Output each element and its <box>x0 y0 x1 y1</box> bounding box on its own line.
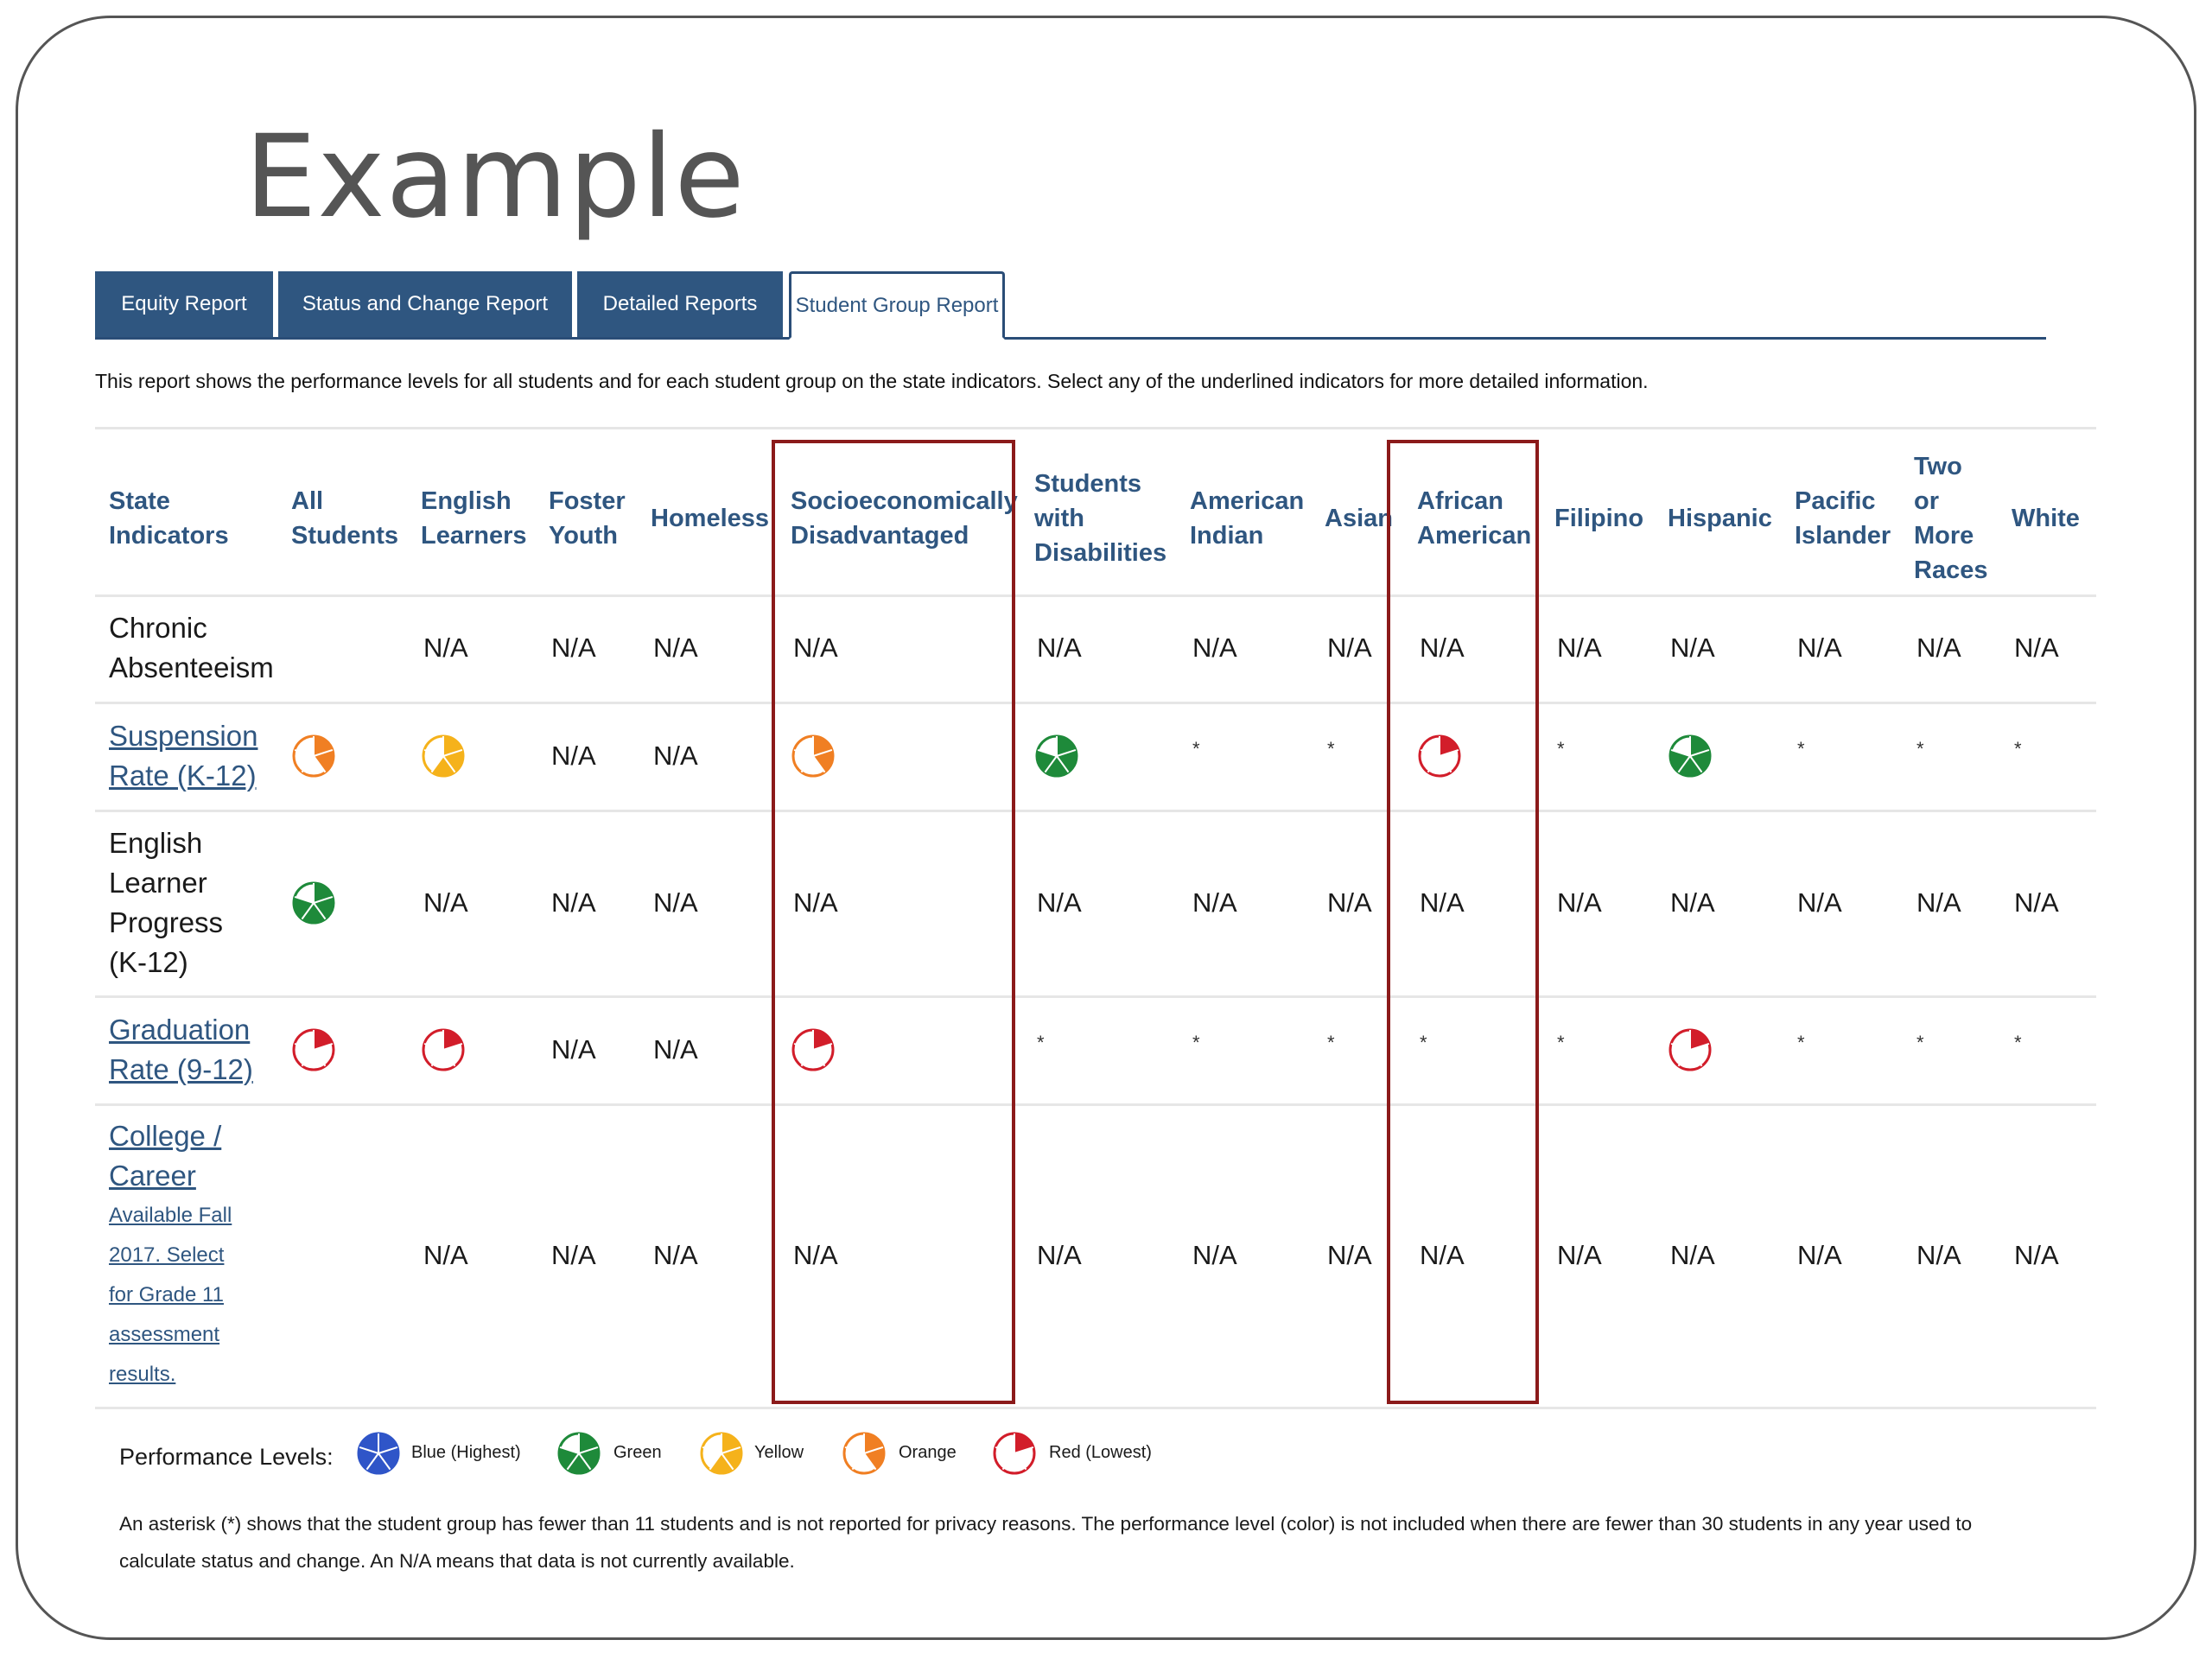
orange-performance-icon <box>291 734 336 779</box>
assessment-results-link[interactable]: Available Fall <box>109 1203 232 1227</box>
red-performance-icon <box>421 1027 466 1072</box>
header-line: English <box>421 487 512 515</box>
indicator-label: Progress <box>109 906 224 938</box>
yellow-legend-icon <box>699 1431 744 1476</box>
indicator-link[interactable]: Suspension <box>109 719 258 752</box>
header-line: Students <box>291 522 399 550</box>
asterisk-cell: * <box>1916 737 1924 760</box>
na-cell: N/A <box>1420 1239 1465 1270</box>
na-cell: N/A <box>653 887 698 918</box>
asterisk-cell: * <box>1916 1031 1924 1053</box>
header-column-2 <box>549 484 626 553</box>
header-line: Asian <box>1325 505 1393 532</box>
tab-equity-report[interactable]: Equity Report <box>95 271 273 337</box>
na-cell: N/A <box>1916 632 1961 663</box>
na-cell: N/A <box>551 1239 596 1270</box>
header-line: or <box>1914 487 1939 515</box>
header-line: Foster <box>549 487 626 515</box>
na-cell: N/A <box>551 740 596 771</box>
asterisk-cell: * <box>2014 1031 2022 1053</box>
report-description: This report shows the performance levels for all students and for each student group on the state indicators. Select any of the underlined indicators for more detailed information. <box>95 370 1649 392</box>
na-cell: N/A <box>551 632 596 663</box>
na-cell: N/A <box>423 632 468 663</box>
yellow-performance-icon <box>421 734 466 779</box>
na-cell: N/A <box>1192 632 1237 663</box>
header-line: American <box>1190 487 1305 515</box>
header-line: Learners <box>421 522 527 550</box>
table-top-rule <box>95 427 2096 429</box>
indicator-label: Absenteeism <box>109 652 274 683</box>
header-line: Two <box>1914 453 1962 480</box>
na-cell: N/A <box>1916 1239 1961 1270</box>
header-line: More <box>1914 522 1974 550</box>
green-performance-icon <box>291 880 336 925</box>
indicator-label: Learner <box>109 866 207 899</box>
na-cell: N/A <box>1327 887 1372 918</box>
na-cell: N/A <box>653 632 698 663</box>
row-label-1[interactable] <box>109 716 257 796</box>
header-state-indicators <box>109 484 229 553</box>
table-row-divider <box>95 702 2096 704</box>
header-line: Indian <box>1190 522 1264 550</box>
na-cell: N/A <box>2014 887 2059 918</box>
na-cell: N/A <box>1192 1239 1237 1270</box>
na-cell: N/A <box>1420 887 1465 918</box>
red-performance-icon <box>1668 1027 1713 1072</box>
tab-status-and-change-report[interactable]: Status and Change Report <box>278 271 572 337</box>
header-column-13 <box>2012 501 2080 536</box>
header-line: Disadvantaged <box>791 522 969 550</box>
na-cell: N/A <box>653 740 698 771</box>
na-cell: N/A <box>2014 632 2059 663</box>
na-cell: N/A <box>1797 1239 1842 1270</box>
red-legend-icon <box>992 1431 1037 1476</box>
highlight-african-american <box>1387 440 1539 1404</box>
row-label-3[interactable] <box>109 1010 253 1090</box>
na-cell: N/A <box>793 632 838 663</box>
na-cell: N/A <box>2014 1239 2059 1270</box>
table-row-divider <box>95 1407 2096 1409</box>
header-column-1 <box>421 484 527 553</box>
asterisk-cell: * <box>1557 1031 1565 1053</box>
na-cell: N/A <box>1327 632 1372 663</box>
na-cell: N/A <box>423 1239 468 1270</box>
legend-text-blue: Blue (Highest) <box>411 1443 521 1462</box>
header-column-3 <box>651 501 769 536</box>
indicator-label: English <box>109 826 203 859</box>
asterisk-cell: * <box>1327 1031 1335 1053</box>
header-column-5 <box>1034 467 1166 570</box>
assessment-results-link[interactable]: assessment <box>109 1322 220 1346</box>
na-cell: N/A <box>1037 887 1082 918</box>
green-legend-icon <box>556 1431 601 1476</box>
asterisk-cell: * <box>1420 1031 1427 1053</box>
row-label-4[interactable] <box>109 1116 232 1395</box>
legend-text-green: Green <box>613 1443 662 1462</box>
green-performance-icon <box>1034 734 1079 779</box>
assessment-results-link[interactable]: for Grade 11 <box>109 1282 224 1306</box>
asterisk-cell: * <box>1037 1031 1045 1053</box>
na-cell: N/A <box>1670 887 1715 918</box>
footnote: An asterisk (*) shows that the student group has fewer than 11 students and is not reported for privacy reasons. The performance level (color) is not included when there are fewer than 30 students in any year used to calculate status and change. An N/A means that data is not currently available. <box>119 1513 1973 1572</box>
na-cell: N/A <box>551 1033 596 1065</box>
slide-title: Example <box>245 111 746 244</box>
header-column-11 <box>1795 484 1891 553</box>
table-row-divider <box>95 1103 2096 1106</box>
na-cell: N/A <box>551 887 596 918</box>
header-line: White <box>2012 505 2080 532</box>
table-row-divider <box>95 810 2096 812</box>
header-line: State <box>109 487 170 515</box>
header-line: Socioeconomically <box>791 487 1018 515</box>
header-line: with <box>1034 505 1084 532</box>
header-line: American <box>1417 522 1532 550</box>
indicator-label: Chronic <box>109 612 207 644</box>
na-cell: N/A <box>1192 887 1237 918</box>
na-cell: N/A <box>1420 632 1465 663</box>
header-column-9 <box>1554 501 1643 536</box>
asterisk-cell: * <box>2014 737 2022 760</box>
na-cell: N/A <box>1670 1239 1715 1270</box>
na-cell: N/A <box>1916 887 1961 918</box>
header-line: Disabilities <box>1034 539 1167 567</box>
asterisk-cell: * <box>1797 1031 1805 1053</box>
na-cell: N/A <box>1797 632 1842 663</box>
na-cell: N/A <box>1557 887 1602 918</box>
assessment-results-link[interactable]: 2017. Select <box>109 1243 225 1267</box>
na-cell: N/A <box>793 887 838 918</box>
report-tabs <box>95 271 2046 340</box>
header-line: Indicators <box>109 522 229 550</box>
table-row-divider <box>95 995 2096 998</box>
asterisk-cell: * <box>1192 737 1200 760</box>
na-cell: N/A <box>1797 887 1842 918</box>
indicator-link[interactable]: Graduation <box>109 1013 251 1046</box>
header-column-7 <box>1325 501 1393 536</box>
row-label-2 <box>109 823 223 982</box>
header-line: Youth <box>549 522 618 550</box>
na-cell: N/A <box>653 1239 698 1270</box>
header-line: Filipino <box>1554 505 1644 532</box>
na-cell: N/A <box>1670 632 1715 663</box>
slide-frame <box>16 16 2196 1640</box>
asterisk-cell: * <box>1327 737 1335 760</box>
na-cell: N/A <box>1327 1239 1372 1270</box>
header-line: Students <box>1034 470 1142 498</box>
tab-detailed-reports[interactable]: Detailed Reports <box>577 271 783 337</box>
indicator-link[interactable]: Rate (K-12) <box>109 759 257 791</box>
na-cell: N/A <box>653 1033 698 1065</box>
tab-student-group-report[interactable]: Student Group Report <box>789 271 1005 340</box>
indicator-link[interactable]: College / <box>109 1119 222 1152</box>
na-cell: N/A <box>1557 1239 1602 1270</box>
header-column-10 <box>1668 501 1772 536</box>
asterisk-cell: * <box>1797 737 1805 760</box>
legend-text-yellow: Yellow <box>754 1443 804 1462</box>
indicator-link[interactable]: Rate (9-12) <box>109 1052 253 1085</box>
na-cell: N/A <box>1037 632 1082 663</box>
header-column-12 <box>1914 449 1987 588</box>
asterisk-cell: * <box>1557 737 1565 760</box>
indicator-link[interactable]: Career <box>109 1159 196 1192</box>
asterisk-cell: * <box>1192 1031 1200 1053</box>
header-column-6 <box>1190 484 1304 553</box>
indicator-label: (K-12) <box>109 945 188 978</box>
red-performance-icon <box>291 1027 336 1072</box>
header-line: African <box>1417 487 1503 515</box>
header-line: Homeless <box>651 505 770 532</box>
row-label-0 <box>109 608 274 688</box>
orange-legend-icon <box>842 1431 887 1476</box>
header-line: Races <box>1914 556 1988 584</box>
legend-text-orange: Orange <box>899 1443 957 1462</box>
green-performance-icon <box>1668 734 1713 779</box>
header-line: Pacific <box>1795 487 1876 515</box>
na-cell: N/A <box>1557 632 1602 663</box>
assessment-results-link[interactable]: results. <box>109 1362 176 1386</box>
legend-label: Performance Levels: <box>119 1444 334 1470</box>
blue-legend-icon <box>356 1431 401 1476</box>
header-line: Islander <box>1795 522 1891 550</box>
na-cell: N/A <box>793 1239 838 1270</box>
legend-text-red: Red (Lowest) <box>1049 1443 1152 1462</box>
na-cell: N/A <box>1037 1239 1082 1270</box>
table-row-divider <box>95 594 2096 597</box>
highlight-socioeconomically-disadvantaged <box>772 440 1015 1404</box>
na-cell: N/A <box>423 887 468 918</box>
header-line: Hispanic <box>1668 505 1772 532</box>
header-column-0 <box>291 484 398 553</box>
header-line: All <box>291 487 324 515</box>
